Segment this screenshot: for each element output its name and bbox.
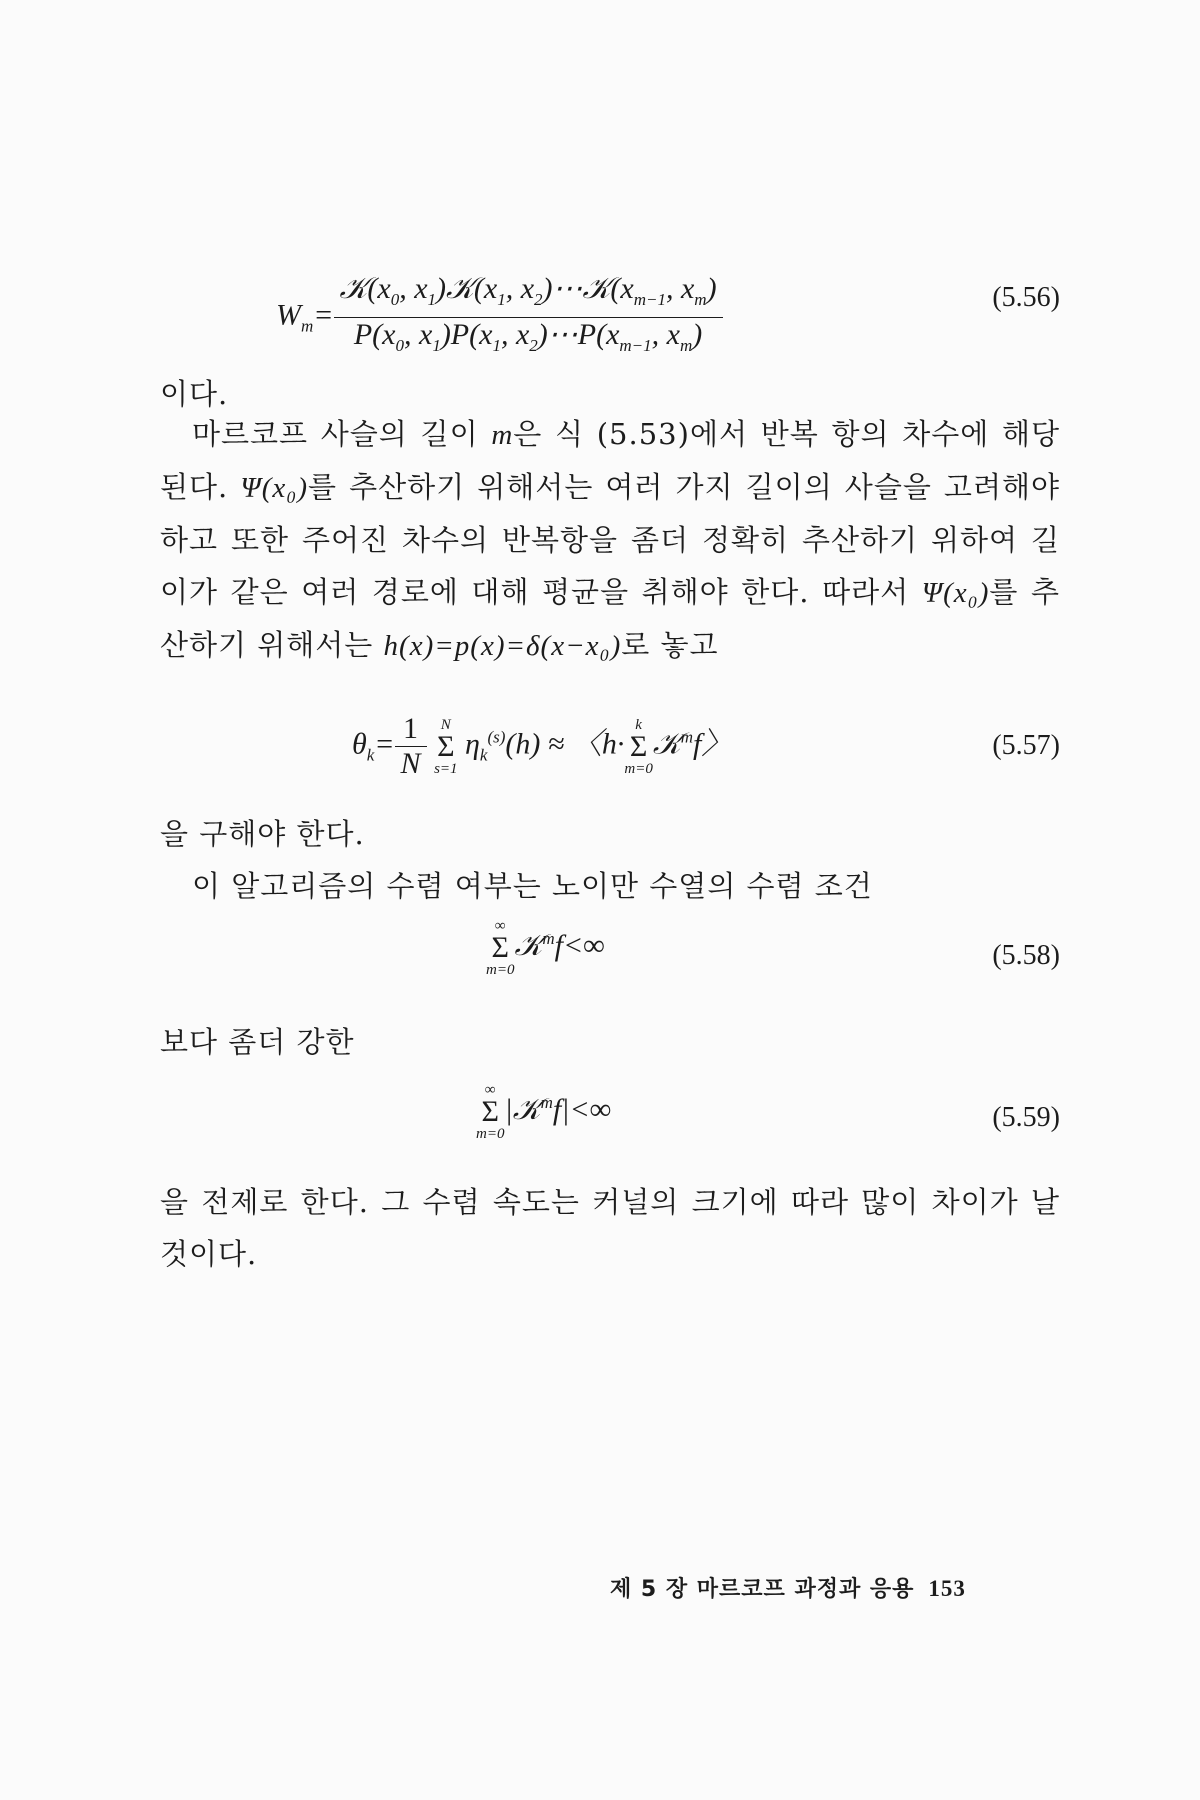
equation-5-57: $\theta_k=$ $\frac{1}{N}$ N Σ s=1 $\eta_k^{(s)}(h)$ ≈ 〈h· k Σ m=0 𝒦$^m$f〉 <box>352 712 732 780</box>
paragraph-5: 보다 좀더 강한 <box>160 1025 355 1059</box>
paragraph-1: 이다. <box>160 377 229 411</box>
page-footer <box>610 1572 966 1603</box>
equation-5-58: ∞ Σ m=0 𝒦$^m$f<∞ <box>486 918 605 978</box>
equation-number-5-57: (5.57) <box>992 730 1060 761</box>
paragraph-6: 을 전제로 한다. 그 수렴 속도는 커널의 크기에 따라 많이 차이가 날 것이다. <box>160 1185 1060 1271</box>
equation-number-5-59: (5.59) <box>992 1102 1060 1133</box>
paragraph-2: 마르코프 사슬의 길이 m은 식 (5.53)에서 반복 항의 차수에 해당된다. Ψ(x₀)를 추산하기 위해서는 여러 가지 길이의 사슬을 고려해야 하고 또한 주어진 차수의 반복항을 좀더 정확히 추산하기 위하여 길이가 같은 여러 경로에 대해 평균을 취해야 한다. 따라서 Ψ(x₀)를 추산하기 위해서는 h(x)=p(x)=δ(x−x₀)로 놓고 <box>160 417 1060 662</box>
math-m: m <box>491 419 514 451</box>
paragraph-3: 을 구해야 한다. <box>160 817 365 851</box>
paragraph-4: 이 알고리즘의 수렴 여부는 노이만 수열의 수렴 조건 <box>192 869 873 903</box>
equation-5-56: $W_m=$ $\frac{𝒦(x_0, x_1)𝒦(x_1, x_2)\cdots 𝒦(x_{m-1}, x_m)}{P(x_0, x_1)P(x_1, x_2)\cdots P(x_{m-1}, x_m)}$ <box>276 272 723 363</box>
math-psi-x0-2: Ψ(x₀) <box>921 577 990 609</box>
math-psi-x0: Ψ(x₀) <box>240 472 309 504</box>
equation-number-5-56: (5.56) <box>992 282 1060 313</box>
chapter-title: 제 5 장 마르코프 과정과 응용 <box>610 1577 915 1602</box>
page-number: 153 <box>928 1576 966 1601</box>
equation-number-5-58: (5.58) <box>992 940 1060 971</box>
equation-5-59: ∞ Σ m=0 |𝒦$^m$f|<∞ <box>476 1082 612 1142</box>
math-condition: h(x)=p(x)=δ(x−x₀) <box>383 630 622 662</box>
